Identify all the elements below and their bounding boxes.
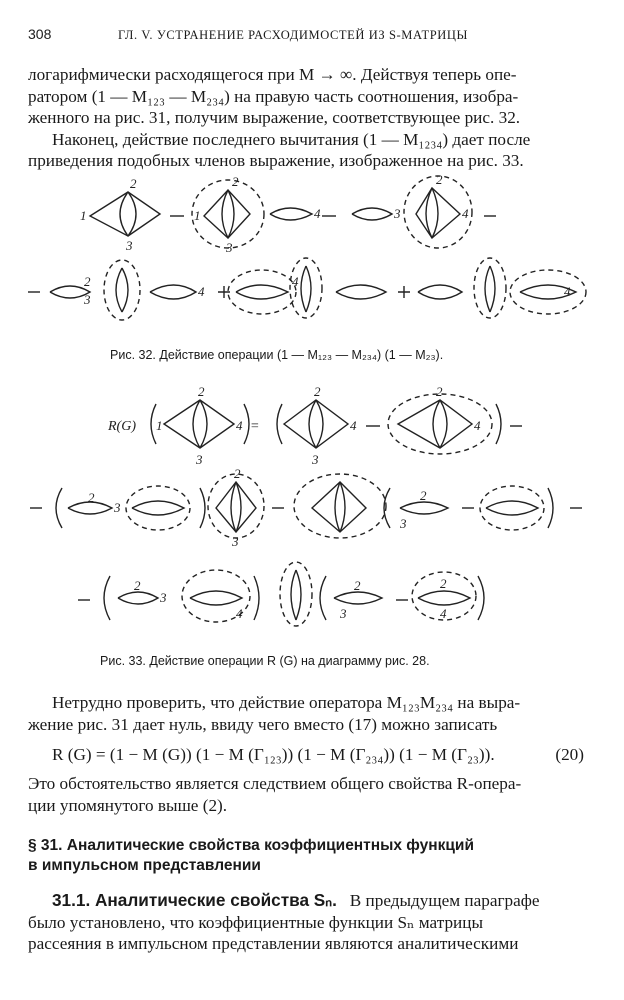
diagram-sub: [291, 570, 301, 620]
bubble-diagram: [150, 285, 196, 299]
diagram-sub-123: [192, 180, 264, 248]
subsection-heading: 31.1. Аналитические свойства Sₙ.: [52, 890, 337, 910]
diagram-full: [284, 400, 348, 448]
vertex-label: 4: [198, 284, 205, 299]
vertex-label: 3: [394, 206, 401, 221]
paren-right: [548, 488, 553, 528]
figure-33-diagram: [0, 378, 624, 640]
vertex-label: 2: [440, 576, 447, 591]
vertex-label: 4: [236, 418, 243, 433]
vertex-label: 2: [130, 176, 137, 191]
vertex-label: 2: [232, 174, 239, 189]
vertex-label: 3: [126, 238, 133, 253]
dashed-outline: [480, 486, 544, 530]
bubble-diagram: [352, 208, 392, 220]
vertex-label: 4: [314, 206, 321, 221]
diagram-sub-23d: [474, 258, 506, 318]
bubble-diagram: [270, 208, 312, 220]
page-number: 308: [28, 26, 52, 42]
diagram-sub-23: [104, 260, 140, 320]
diagram-full: [164, 400, 234, 448]
equals-sign: =: [250, 419, 260, 434]
vertex-label: 2: [198, 384, 205, 399]
running-title: ГЛ. V. УСТРАНЕНИЕ РАСХОДИМОСТЕЙ ИЗ S-МАТРИЦЫ: [118, 28, 469, 42]
vertex-label: 4: [292, 274, 299, 289]
vertex-label: 2: [354, 578, 361, 593]
diagram-sub: [398, 400, 472, 448]
vertex-label: 3: [160, 590, 167, 605]
text-line: логарифмически расходящегося при M → ∞. Действуя теперь опе-: [28, 65, 517, 84]
vertex-label: 4: [440, 606, 447, 621]
bubble-diagram: [486, 501, 538, 515]
figure-33-caption: Рис. 33. Действие операции R (G) на диаграмму рис. 28.: [100, 654, 430, 668]
vertex-label: 2: [420, 488, 427, 503]
diagram-sub: [216, 482, 256, 532]
vertex-label: 3: [226, 240, 233, 255]
equation-20: R (G) = (1 − M (G)) (1 − M (Γ₁₂₃)) (1 − M (Γ₂₃₄)) (1 − M (Γ₂₃)).: [52, 745, 495, 764]
paragraph-4: [28, 773, 584, 816]
paragraph-3: [28, 692, 584, 735]
vertex-label: 3: [114, 500, 121, 515]
vertex-label: 4: [564, 284, 571, 299]
vertex-label: 4: [474, 418, 481, 433]
text-line: Это обстоятельство является следствием общего свойства R-опера-: [28, 774, 522, 793]
vertex-label: 1: [80, 208, 87, 223]
section-heading: [28, 836, 584, 876]
section-title-line: в импульсном представлении: [28, 857, 261, 874]
vertex-label: 2: [88, 490, 95, 505]
diagram-sub-23e: [510, 270, 586, 314]
paren-left: [320, 576, 326, 620]
bubble-diagram: [418, 285, 462, 299]
vertex-label: 4: [236, 606, 243, 621]
vertex-label: 1: [156, 418, 163, 433]
paren-right: [254, 576, 259, 620]
vertex-label: 3: [312, 452, 319, 467]
bubble-diagram: [418, 591, 470, 605]
bubble-diagram: [132, 501, 184, 515]
page-header: [28, 26, 598, 46]
lhs-label: R(G): [108, 419, 136, 434]
vertex-label: 2: [84, 274, 91, 289]
vertex-label: 2: [436, 172, 443, 187]
bubble-diagram: [400, 502, 448, 514]
text-line: Наконец, действие последнего вычитания (1 — M₁₂₃₄) дает после: [52, 129, 531, 149]
figure-32-caption: Рис. 32. Действие операции (1 — M₁₂₃ — M₂₃₄) (1 — M₂₃).: [110, 348, 444, 362]
vertex-label: 3: [84, 292, 91, 307]
paren-right: [200, 488, 205, 528]
vertex-label: 3: [400, 516, 407, 531]
diagram-full: [90, 192, 160, 236]
figure-32-diagram: [0, 170, 624, 350]
vertex-label: 3: [340, 606, 347, 621]
bubble-diagram: [118, 592, 158, 604]
vertex-label: 2: [436, 384, 443, 399]
paren-right: [496, 404, 501, 444]
vertex-label: 2: [314, 384, 321, 399]
paren-left: [384, 488, 390, 528]
plus-sign: [398, 286, 410, 298]
section-title-line: § 31. Аналитические свойства коэффициентных функций: [28, 837, 474, 854]
diagram-sub-23b: [228, 270, 296, 314]
paren-left: [104, 576, 110, 620]
diagram-sub: [312, 482, 366, 532]
bubble-diagram: [334, 592, 382, 604]
text-line: приведения подобных членов выражение, изображенное на рис. 33.: [28, 151, 524, 170]
text-line: В предыдущем параграфе: [349, 891, 540, 910]
vertex-label: 3: [232, 534, 239, 549]
vertex-label: 4: [350, 418, 357, 433]
text-line: Нетрудно проверить, что действие оператора M₁₂₃M₂₃₄ на выра-: [52, 693, 521, 712]
bubble-diagram: [190, 591, 242, 605]
vertex-label: 2: [134, 578, 141, 593]
text-line: ратором (1 — M₁₂₃ — M₂₃₄) на правую часть соотношения, изобра-: [28, 86, 519, 106]
vertex-label: 3: [196, 452, 203, 467]
paragraph-1: [28, 64, 584, 172]
vertex-label: 1: [194, 208, 201, 223]
text-line: жение рис. 31 дает нуль, ввиду чего вместо (17) можно записать: [28, 714, 498, 734]
text-line: рассеяния в импульсном представлении являются аналитическими: [28, 934, 519, 953]
vertex-label: 4: [462, 206, 469, 221]
text-line: женного на рис. 31, получим выражение, соответствующее рис. 32.: [28, 108, 521, 127]
dashed-outline: [126, 486, 190, 530]
text-line: ции упомянутого выше (2).: [28, 795, 228, 815]
vertex-label: 2: [234, 466, 241, 481]
paren-right: [244, 404, 249, 444]
paren-left: [277, 404, 282, 444]
paren-left: [56, 488, 62, 528]
paragraph-5: [28, 890, 584, 955]
text-line: было установлено, что коэффициентные функции Sₙ матрицы: [28, 912, 483, 932]
equation-number: (20): [555, 745, 584, 764]
paren-right: [478, 576, 484, 620]
bubble-diagram: [336, 285, 386, 299]
